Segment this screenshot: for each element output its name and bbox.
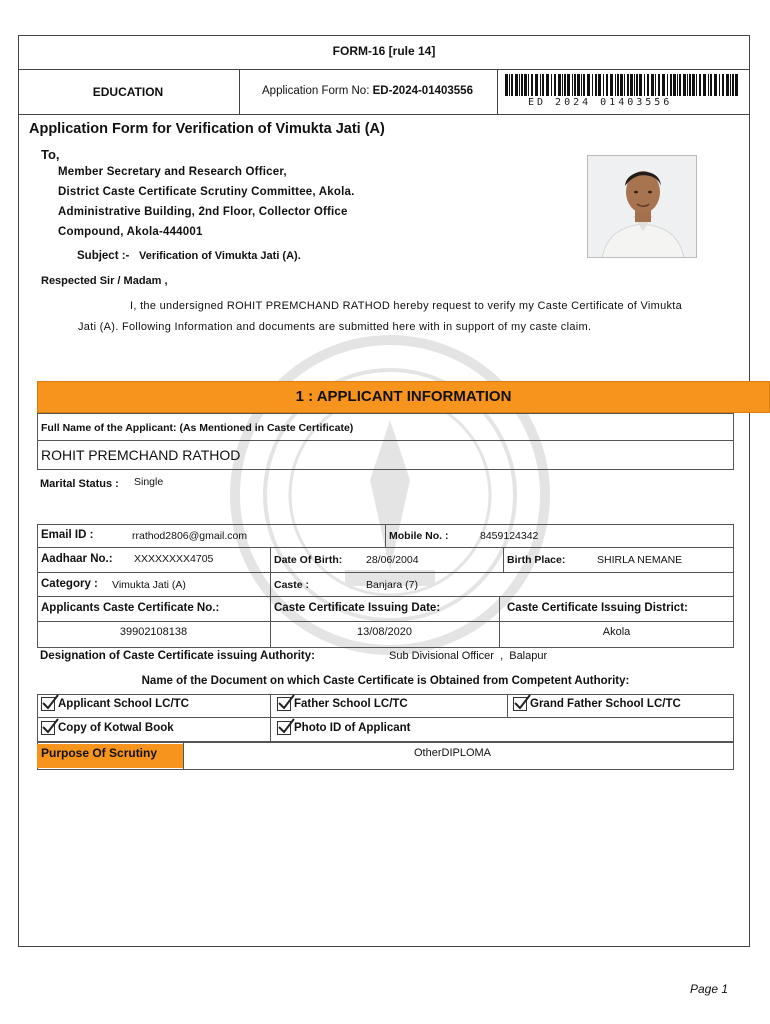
subject-text: Verification of Vimukta Jati (A).	[138, 250, 301, 262]
cert-date-value: 13/08/2020	[356, 626, 413, 638]
cert-date-label: Caste Certificate Issuing Date:	[274, 602, 441, 614]
cert-no-value: 39902108138	[119, 626, 188, 638]
barcode-text: ED 2024 01403556	[528, 97, 673, 108]
marital-status-value: Single	[134, 476, 164, 488]
checkbox-checked-icon[interactable]	[513, 697, 527, 711]
letter-body: I, the undersigned ROHIT PREMCHAND RATHOD hereby request to verify my Caste Certificate of Vimukta Jati (A). Following Information and documents are submitted here with in support of my caste claim.	[78, 300, 683, 333]
page-title: Application Form for Verification of Vimukta Jati (A)	[29, 121, 385, 137]
form-rule-title: FORM-16 [rule 14]	[332, 44, 436, 58]
marital-status-label: Marital Status :	[40, 478, 119, 490]
mobile-value: 8459124342	[480, 530, 539, 542]
purpose-value: OtherDIPLOMA	[414, 747, 492, 759]
address-line: District Caste Certificate Scrutiny Committee, Akola.	[58, 186, 355, 198]
applicant-photo	[587, 155, 697, 258]
email-label: Email ID :	[41, 529, 94, 541]
full-name-label-cell	[37, 413, 734, 441]
category-label: Category :	[41, 578, 98, 590]
full-name-value: ROHIT PREMCHAND RATHOD	[41, 447, 241, 463]
section-applicant-information: 1 : APPLICANT INFORMATION	[37, 381, 770, 413]
subject-label: Subject :-	[77, 250, 130, 262]
dob-value: 28/06/2004	[366, 554, 419, 566]
header-vline	[497, 69, 498, 114]
email-value: rrathod2806@gmail.com	[132, 530, 248, 542]
address-line: Compound, Akola-444001	[58, 226, 203, 238]
department-label: EDUCATION	[92, 85, 164, 99]
checkbox-checked-icon[interactable]	[41, 721, 55, 735]
header-divider	[18, 114, 750, 115]
app-no-label: Application Form No:	[262, 85, 370, 97]
app-no-value: ED-2024-01403556	[372, 85, 473, 97]
birth-place-value: SHIRLA NEMANE	[597, 554, 683, 566]
cert-district-label: Caste Certificate Issuing District:	[507, 602, 688, 614]
checkbox-checked-icon[interactable]	[41, 697, 55, 711]
birth-place-label: Birth Place:	[507, 554, 566, 566]
page-number: Page 1	[690, 982, 729, 996]
address-line: Administrative Building, 2nd Floor, Collector Office	[58, 206, 348, 218]
cert-no-label: Applicants Caste Certificate No.:	[41, 602, 220, 614]
address-line: Member Secretary and Research Officer,	[58, 166, 287, 178]
mobile-label: Mobile No. :	[389, 530, 449, 542]
doc-father-school[interactable]: Father School LC/TC	[277, 697, 408, 711]
subject-line	[77, 250, 301, 262]
documents-title: Name of the Document on which Caste Certificate is Obtained from Competent Authority:	[141, 675, 630, 687]
aadhaar-value: XXXXXXXX4705	[134, 553, 214, 565]
caste-label: Caste :	[274, 579, 310, 591]
letter-to: To,	[41, 147, 60, 162]
purpose-label: Purpose Of Scrutiny	[37, 744, 183, 768]
salutation: Respected Sir / Madam ,	[41, 275, 168, 287]
caste-value: Banjara (7)	[366, 579, 418, 591]
full-name-label: Full Name of the Applicant: (As Mentioned in Caste Certificate)	[41, 422, 354, 434]
category-value: Vimukta Jati (A)	[112, 579, 186, 591]
dob-label: Date Of Birth:	[274, 554, 343, 566]
cert-district-value: Akola	[602, 626, 631, 638]
aadhaar-label: Aadhaar No.:	[41, 553, 113, 565]
doc-kotwal-book[interactable]: Copy of Kotwal Book	[41, 721, 174, 735]
checkbox-checked-icon[interactable]	[277, 697, 291, 711]
doc-photo-id[interactable]: Photo ID of Applicant	[277, 721, 410, 735]
doc-grandfather-school[interactable]: Grand Father School LC/TC	[513, 697, 681, 711]
person-photo-icon	[588, 156, 697, 258]
checkbox-checked-icon[interactable]	[277, 721, 291, 735]
full-name-cell	[37, 440, 734, 470]
doc-applicant-school[interactable]: Applicant School LC/TC	[41, 697, 189, 711]
header-divider	[18, 69, 750, 70]
authority-value: Sub Divisional Officer , Balapur	[389, 650, 548, 662]
application-number	[240, 85, 495, 97]
authority-label: Designation of Caste Certificate issuing Authority:	[40, 650, 315, 662]
